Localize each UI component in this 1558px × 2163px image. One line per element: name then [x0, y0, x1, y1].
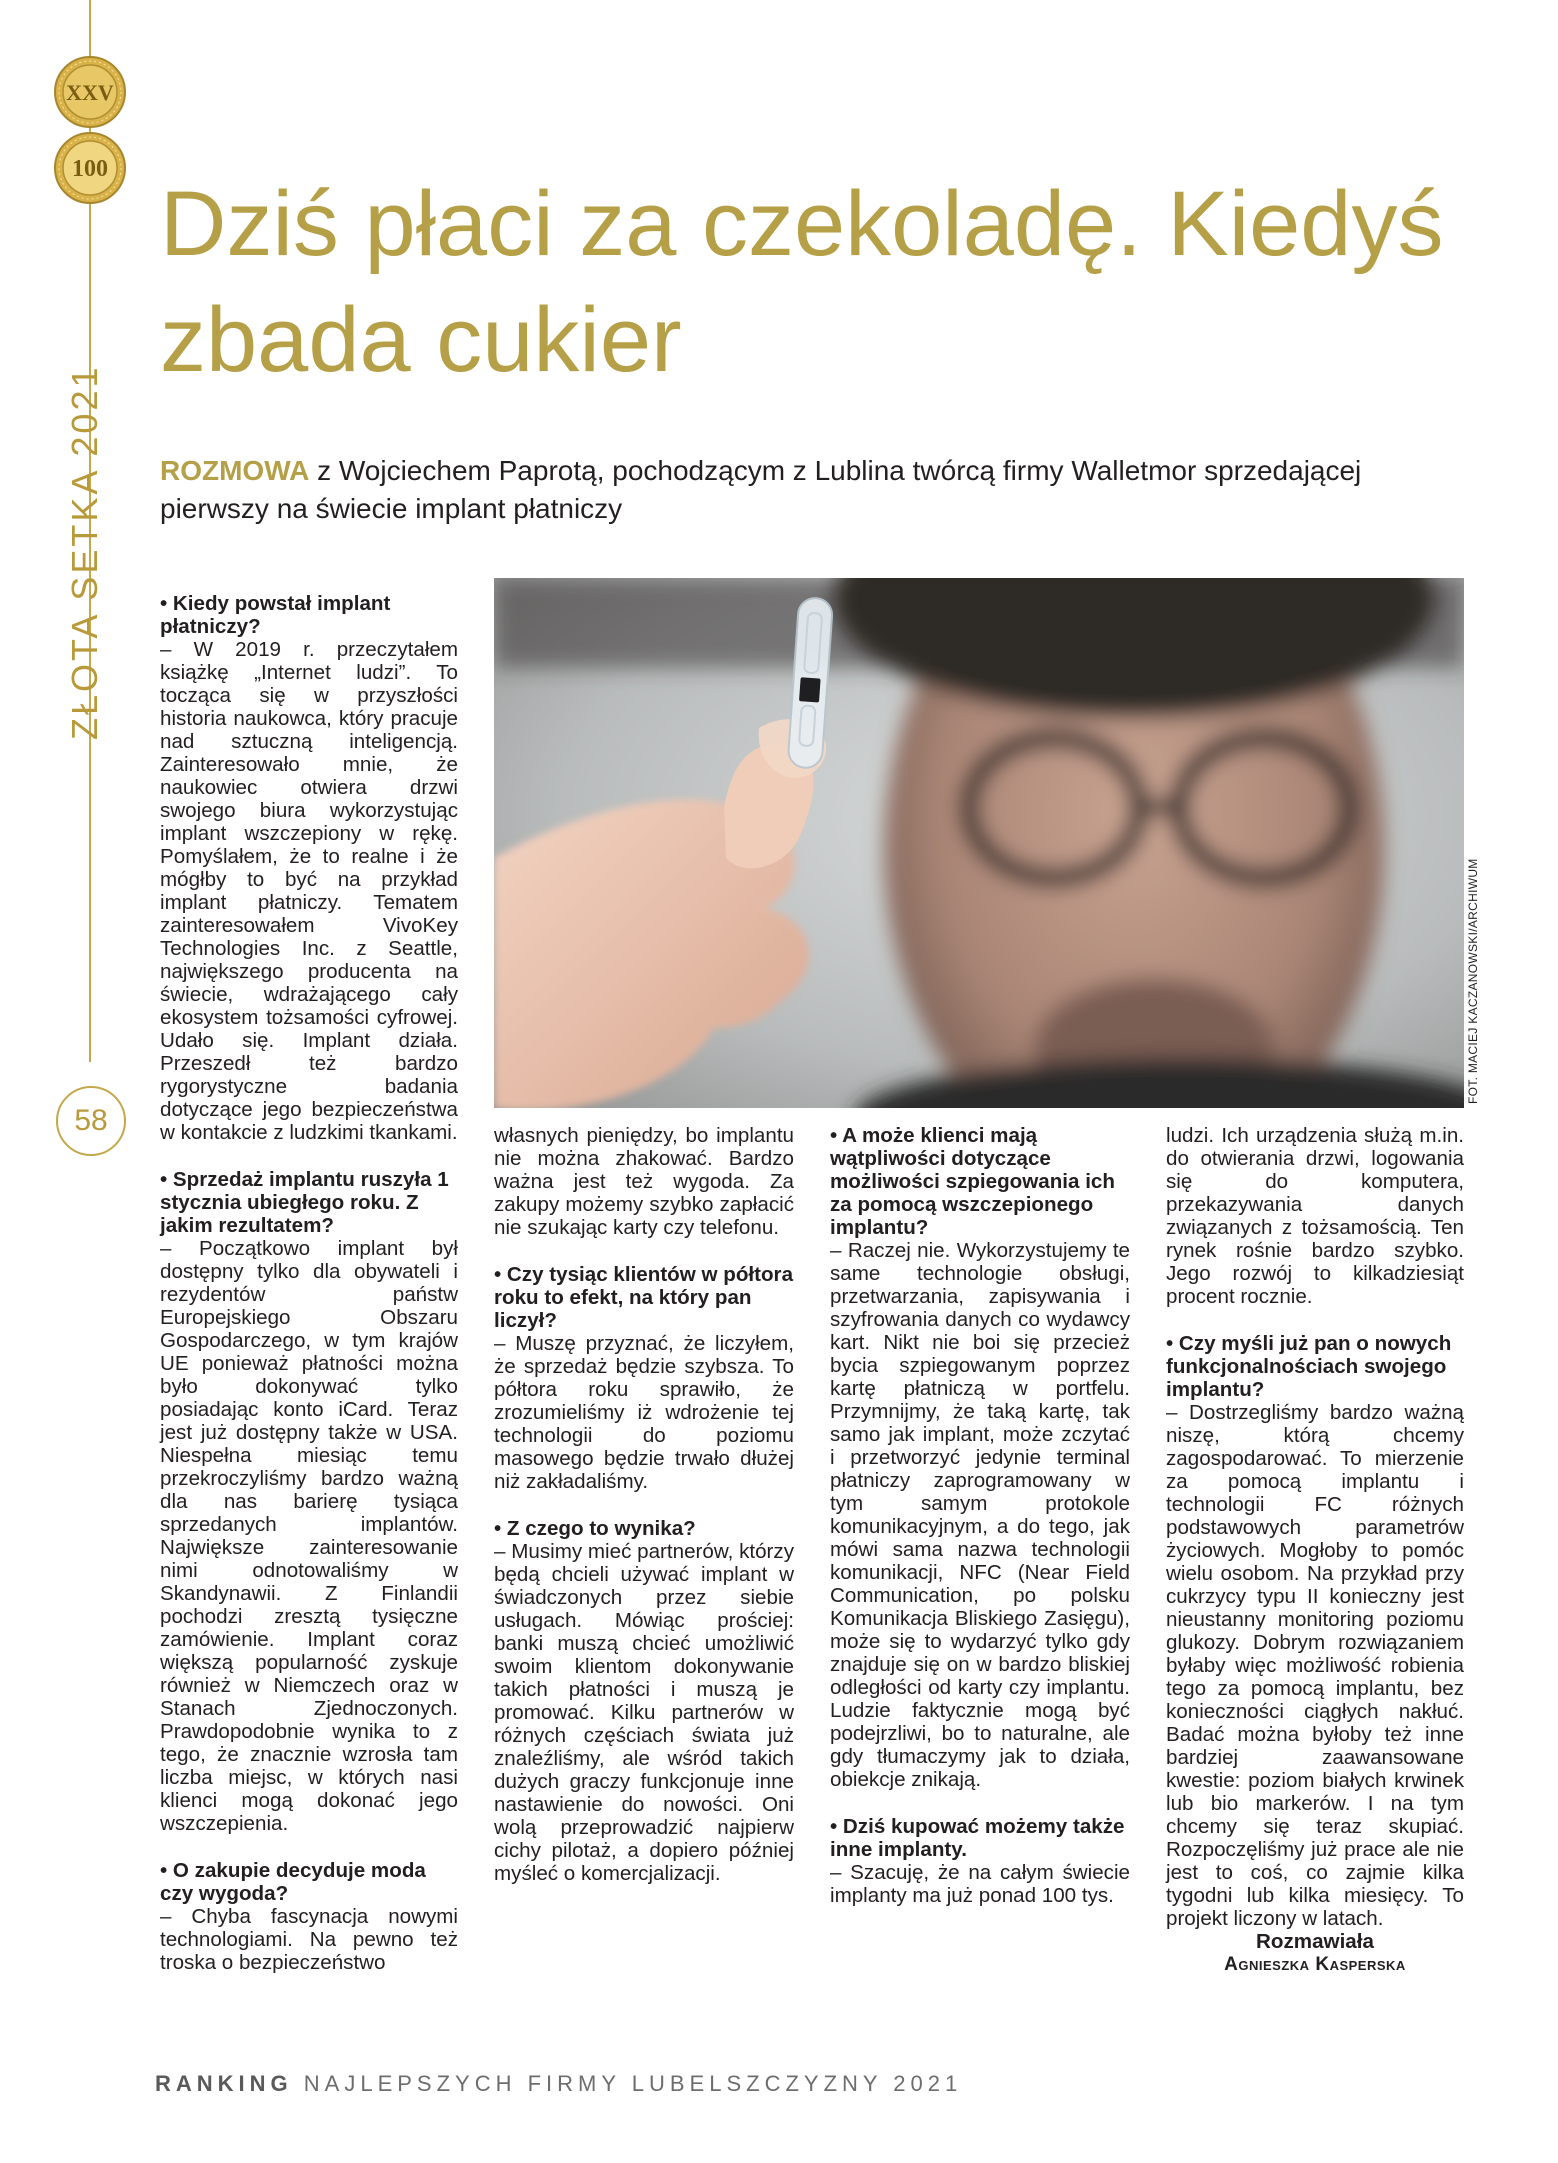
answer-paragraph: – Musimy mieć partnerów, którzy będą chcieli używać implant w świadczonych przez siebie usługach. Mówiąc prościej: banki muszą chcieć umożliwić swoim klientom dokonywanie takich płatności i muszą je promować. Kilku partnerów w różnych częściach świata już znaleźliśmy, ale wśród takich dużych graczy funkcjonuje inne nastawienie do nowości. Oni wolą przeprowadzić najpierw cichy pilotaż, a dopiero później myśleć o komercjalizacji.: [494, 1540, 794, 1885]
question: • Czy tysiąc klientów w półtora roku to efekt, na który pan liczył?: [494, 1263, 794, 1332]
question: • Kiedy powstał implant płatniczy?: [160, 592, 391, 638]
text-column-4: [1166, 1124, 1464, 1976]
page-number: 58: [56, 1086, 126, 1156]
answer-paragraph: ludzi. Ich urządzenia służą m.in. do otwierania drzwi, logowania się do komputera, przekazywania danych związanych z tożsamością. Ten rynek rośnie bardzo szybko. Jego rozwój to kilkadziesiąt procent rocznie.: [1166, 1124, 1464, 1308]
photo-credit: FOT. MACIEJ KACZANOWSKI/ARCHIWUM: [1466, 858, 1480, 1104]
question: • Sprzedaż implantu ruszyła 1 stycznia ubiegłego roku. Z jakim rezultatem?: [160, 1168, 449, 1237]
article-headline: Dziś płaci za czekoladę. Kiedyś zbada cukier: [160, 173, 1444, 391]
badge-xxv-label: XXV: [66, 80, 114, 105]
text-column-2: [494, 1124, 794, 1885]
answer-paragraph: – Dostrzegliśmy bardzo ważną niszę, którą chcemy zagospodarować. To mierzenie za pomocą implantu i technologii FC różnych podstawowych parametrów życiowych. Mogłoby to pomóc wielu osobom. Na przykład przy cukrzycy typu II konieczny jest nieustanny monitoring poziomu glukozy. Dobrym rozwiązaniem byłaby więc możliwość robienia tego za pomocą implantu, bez konieczności ciągłych nakłuć. Badać można byłoby też inne bardziej zaawansowane kwestie: poziom białych krwinek lub bio markerów. I na tym chcemy się teraz skupiać. Rozpoczęliśmy już prace ale nie jest to coś, co zajmie kilka tygodni lub kilka miesięcy. To projekt liczony w latach.: [1166, 1401, 1464, 1930]
badge-100-icon: [52, 130, 128, 206]
lead-kicker: ROZMOWA: [160, 455, 310, 486]
question: • Czy myśli już pan o nowych funkcjonalnościach swojego implantu?: [1166, 1332, 1452, 1401]
page-footer: [155, 2071, 962, 2097]
badge-100-label: 100: [72, 156, 108, 182]
question: • O zakupie decyduje moda czy wygoda?: [160, 1859, 426, 1905]
answer-paragraph: – Początkowo implant był dostępny tylko dla obywateli i rezydentów państw Europejskiego Obszaru Gospodarczego, w tym krajów UE ponieważ płatności można było dokonywać tylko posiadając konto iCard. Teraz jest już dostępny także w USA. Niespełna miesiąc temu przekroczyliśmy bardzo ważną dla nas barierę tysiąca sprzedanych implantów. Największe zainteresowanie nimi odnotowaliśmy w Skandynawii. Z Finlandii pochodzi zresztą tysięczne zamówienie. Implant coraz większą popularność zyskuje również w Niemczech oraz w Stanach Zjednoczonych. Prawdopodobnie wynika to z tego, że znacznie wzrosła tam liczba miejsc, w których nasi klienci mogą dokonać jego wszczepienia.: [160, 1237, 458, 1835]
article-photo: [494, 578, 1464, 1108]
article-lead: [160, 452, 1450, 528]
answer-paragraph: – Szacuję, że na całym świecie implanty ma już ponad 100 tys.: [830, 1861, 1130, 1907]
answer-paragraph: – Muszę przyznać, że liczyłem, że sprzedaż będzie szybsza. To półtora roku sprawiło, że zrozumieliśmy iż wdrożenie tej technologii do poziomu masowego będzie trwało dłużej niż zakładaliśmy.: [494, 1332, 794, 1493]
question: • A może klienci mają wątpliwości dotyczące możliwości szpiegowania ich za pomocą wszczepionego implantu?: [830, 1124, 1115, 1239]
answer-paragraph: – Chyba fascynacja nowymi technologiami. Na pewno też troska o bezpieczeństwo: [160, 1905, 458, 1974]
answer-paragraph: – Raczej nie. Wykorzystujemy te same technologie obsługi, przetwarzania, zapisywania i szyfrowania danych co wydawcy kart. Nikt nie boi się przecież bycia szpiegowanym poprzez kartę płatniczą w portfelu. Przymnijmy, że taką kartę, tak samo jak implant, może zczytać i przetworzyć jedynie terminal płatniczy zaprogramowany w tym samym protokole komunikacyjnym, a do tego, jak mówi sama nazwa technologii komunikacji, NFC (Near Field Communication, po polsku Komunikacja Bliskiego Zasięgu), może się to wydarzyć tylko gdy znajduje się on w bardzo bliskiej odległości od karty czy implantu. Ludzie faktycznie mogą być podejrzliwi, bo to naturalne, ale gdy tłumaczymy jak to działa, obiekcje znikają.: [830, 1239, 1130, 1791]
text-column-1: [160, 592, 458, 1974]
signature-label: Rozmawiała: [1256, 1930, 1374, 1953]
rail-section-label: ZŁOTA SETKA 2021: [64, 364, 105, 740]
answer-paragraph: własnych pieniędzy, bo implantu nie można zhakować. Bardzo ważna jest też wygoda. Za zakupy możemy szybko zapłacić nie szukając karty czy telefonu.: [494, 1124, 794, 1239]
lead-text: z Wojciechem Paprotą, pochodzącym z Lublina twórcą firmy Walletmor sprzedającej pierwszy na świecie implant płatniczy: [160, 455, 1362, 524]
badge-xxv-icon: [52, 54, 128, 130]
signature-name: Agnieszka Kasperska: [1224, 1954, 1406, 1975]
question: • Dziś kupować możemy także inne implanty.: [830, 1815, 1125, 1861]
footer-brand: RANKING: [155, 2071, 293, 2096]
text-column-3: [830, 1124, 1130, 1907]
footer-title: NAJLEPSZYCH FIRMY LUBELSZCZYZNY 2021: [292, 2071, 963, 2096]
answer-paragraph: – W 2019 r. przeczytałem książkę „Internet ludzi”. To tocząca się w przyszłości historia naukowca, który pracuje nad sztuczną inteligencją. Zainteresowało mnie, że naukowiec otwiera drzwi swojego biura wykorzystując implant wszczepiony w rękę. Pomyślałem, że to realne i że mógłby to być na przykład implant płatniczy. Tematem zainteresowałem VivoKey Technologies Inc. z Seattle, największego producenta na świecie, wdrażającego cały ekosystem tożsamości cyfrowej. Udało się. Implant działa. Przeszedł też bardzo rygorystyczne badania dotyczące jego bezpieczeństwa w kontakcie z ludzkimi tkankami.: [160, 638, 458, 1144]
question: • Z czego to wynika?: [494, 1517, 696, 1540]
